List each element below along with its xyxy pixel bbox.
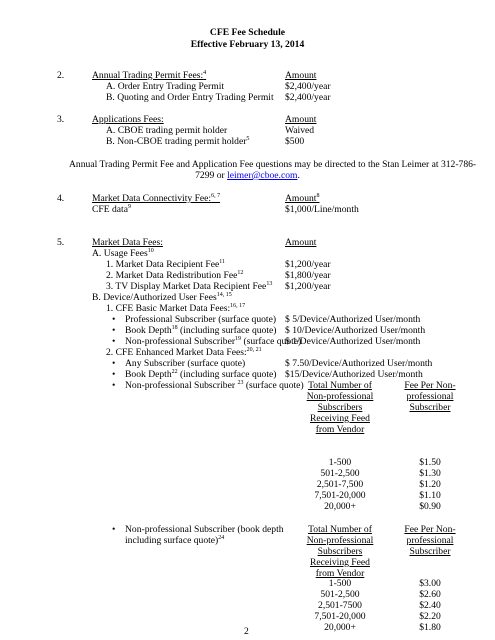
usage-fee-amount: $1,800/year — [285, 270, 331, 281]
contact-email-link[interactable]: leimer@cboe.com — [227, 170, 298, 181]
s2-item-amount: $2,400/year — [285, 81, 331, 92]
nonpro-book-depth-label-cont: including surface quote)$^{24}$ — [125, 535, 225, 546]
s2-item-amount: $2,400/year — [285, 92, 331, 103]
device-fees-heading: B. Device/Authorized User Fees$^{14, 15}$ — [92, 292, 232, 303]
enhanced-fee-label: • Book Depth$^{22}$ (including surface quote) — [125, 369, 276, 380]
tier-header-left: from Vendor — [315, 568, 365, 579]
tier-fee: $1.80 — [419, 622, 441, 633]
tier-range: 20,000+ — [324, 501, 356, 512]
tier-header-right: professional — [406, 535, 454, 546]
tier-range: 7,501-20,000 — [314, 611, 366, 622]
tier-range: 20,000+ — [324, 622, 356, 633]
tier-range: 1-500 — [328, 457, 352, 468]
s2-title: Annual Trading Permit Fees:$^4$ — [92, 70, 207, 81]
tier-range: 501-2,500 — [320, 589, 360, 600]
s4-amount-header: Amount$^8$ — [285, 193, 320, 204]
nonpro-book-depth-label: • Non-professional Subscriber (book depth — [125, 524, 284, 535]
basic-fee-label: • Book Depth$^{18}$ (including surface quote) — [125, 325, 276, 336]
tier-header-left: from Vendor — [315, 424, 365, 435]
tier-header-right: Subscriber — [409, 546, 451, 557]
s2-item-label: B. Quoting and Order Entry Trading Permit — [106, 92, 274, 103]
usage-fee-label: 2. Market Data Redistribution Fee$^{12}$ — [106, 270, 244, 281]
s5-title: Market Data Fees: — [92, 237, 163, 248]
tier-header-right: Subscriber — [409, 402, 451, 413]
usage-fees-heading: A. Usage Fees$^{10}$ — [92, 248, 154, 259]
tier-range: 7,501-20,000 — [314, 490, 366, 501]
tier-header-left: Receiving Feed — [310, 557, 370, 568]
tier-fee: $0.90 — [419, 501, 441, 512]
basic-fee-amount: $ 5/Device/Authorized User/month — [285, 314, 421, 325]
tier-fee: $2.60 — [419, 589, 441, 600]
basic-fee-amount: $ 10/Device/Authorized User/month — [285, 325, 426, 336]
usage-fee-label: 3. TV Display Market Data Recipient Fee$^{13}$ — [106, 281, 273, 292]
enhanced-fee-amount: $15/Device/Authorized User/month — [285, 369, 423, 380]
tier-range: 1-500 — [328, 578, 352, 589]
s4-item-amount: $1,000/Line/month — [285, 204, 359, 215]
tier-range: 2,501-7,500 — [316, 479, 364, 490]
s5-amount-header: Amount — [285, 237, 317, 248]
doc-title: CFE Fee Schedule — [209, 27, 286, 38]
usage-fee-label: 1. Market Data Recipient Fee$^{11}$ — [106, 259, 225, 270]
tier-header-left: Total Number of — [308, 380, 372, 391]
basic-fee-label: • Non-professional Subscriber$^{19}$ (surface quote) — [125, 336, 301, 347]
enhanced-fee-label: • Any Subscriber (surface quote) — [125, 358, 245, 369]
tier-header-left: Non-professional — [306, 535, 374, 546]
s3-number: 3. — [57, 114, 65, 125]
tier-range: 501-2,500 — [320, 468, 360, 479]
tier-header-left: Receiving Feed — [310, 413, 370, 424]
tier-fee: $1.10 — [419, 490, 441, 501]
enhanced-fee-amount: $ 7.50/Device/Authorized User/month — [285, 358, 433, 369]
s2-amount-header: Amount — [285, 70, 317, 81]
s2-number: 2. — [57, 70, 65, 81]
tier-header-left: Subscribers — [317, 402, 363, 413]
tier-fee: $1.30 — [419, 468, 441, 479]
basic-fee-label: • Professional Subscriber (surface quote) — [125, 314, 276, 325]
tier-range: 2,501-7500 — [318, 600, 362, 611]
s2-item-label: A. Order Entry Trading Permit — [106, 81, 225, 92]
s4-item-label: CFE data$^9$ — [92, 204, 131, 215]
tier-fee: $2.40 — [419, 600, 441, 611]
s3-item-a-label: A. CBOE trading permit holder — [106, 125, 228, 136]
contact-note-line2: 7299 or leimer@cboe.com. — [195, 170, 300, 181]
s3-item-b-amount: $500 — [285, 136, 305, 147]
nonpro-surface-label: • Non-professional Subscriber $^{23}$ (surface quote) — [125, 380, 304, 391]
usage-fee-amount: $1,200/year — [285, 281, 331, 292]
tier-header-right: Fee Per Non- — [404, 524, 456, 535]
s3-title: Applications Fees: — [92, 114, 164, 125]
doc-effective-date: Effective February 13, 2014 — [190, 39, 305, 50]
tier-header-right: Fee Per Non- — [404, 380, 456, 391]
s4-title: Market Data Connectivity Fee:$^{6, 7}$ — [92, 193, 221, 204]
tier-header-left: Total Number of — [308, 524, 372, 535]
contact-note-line1: Annual Trading Permit Fee and Application Fee questions may be directed to the Stan Leimer at 312-786- — [69, 159, 477, 170]
basic-data-heading: 1. CFE Basic Market Data Fees:$^{16, 17}$ — [106, 303, 246, 314]
basic-fee-amount: $ 1/Device/Authorized User/month — [285, 336, 421, 347]
s3-amount-header: Amount — [285, 114, 317, 125]
s3-item-b-label: B. Non-CBOE trading permit holder$^5$ — [106, 136, 250, 147]
s5-number: 5. — [57, 237, 65, 248]
tier-fee: $1.50 — [419, 457, 441, 468]
s4-number: 4. — [57, 193, 65, 204]
tier-fee: $2.20 — [419, 611, 441, 622]
page-number: 2 — [244, 626, 249, 637]
tier-fee: $1.20 — [419, 479, 441, 490]
s3-item-a-amount: Waived — [285, 125, 315, 136]
tier-header-right: professional — [406, 391, 454, 402]
tier-fee: $3.00 — [419, 578, 441, 589]
usage-fee-amount: $1,200/year — [285, 259, 331, 270]
enhanced-data-heading: 2. CFE Enhanced Market Data Fees:$^{20, 21}$ — [106, 347, 262, 358]
tier-header-left: Subscribers — [317, 546, 363, 557]
tier-header-left: Non-professional — [306, 391, 374, 402]
